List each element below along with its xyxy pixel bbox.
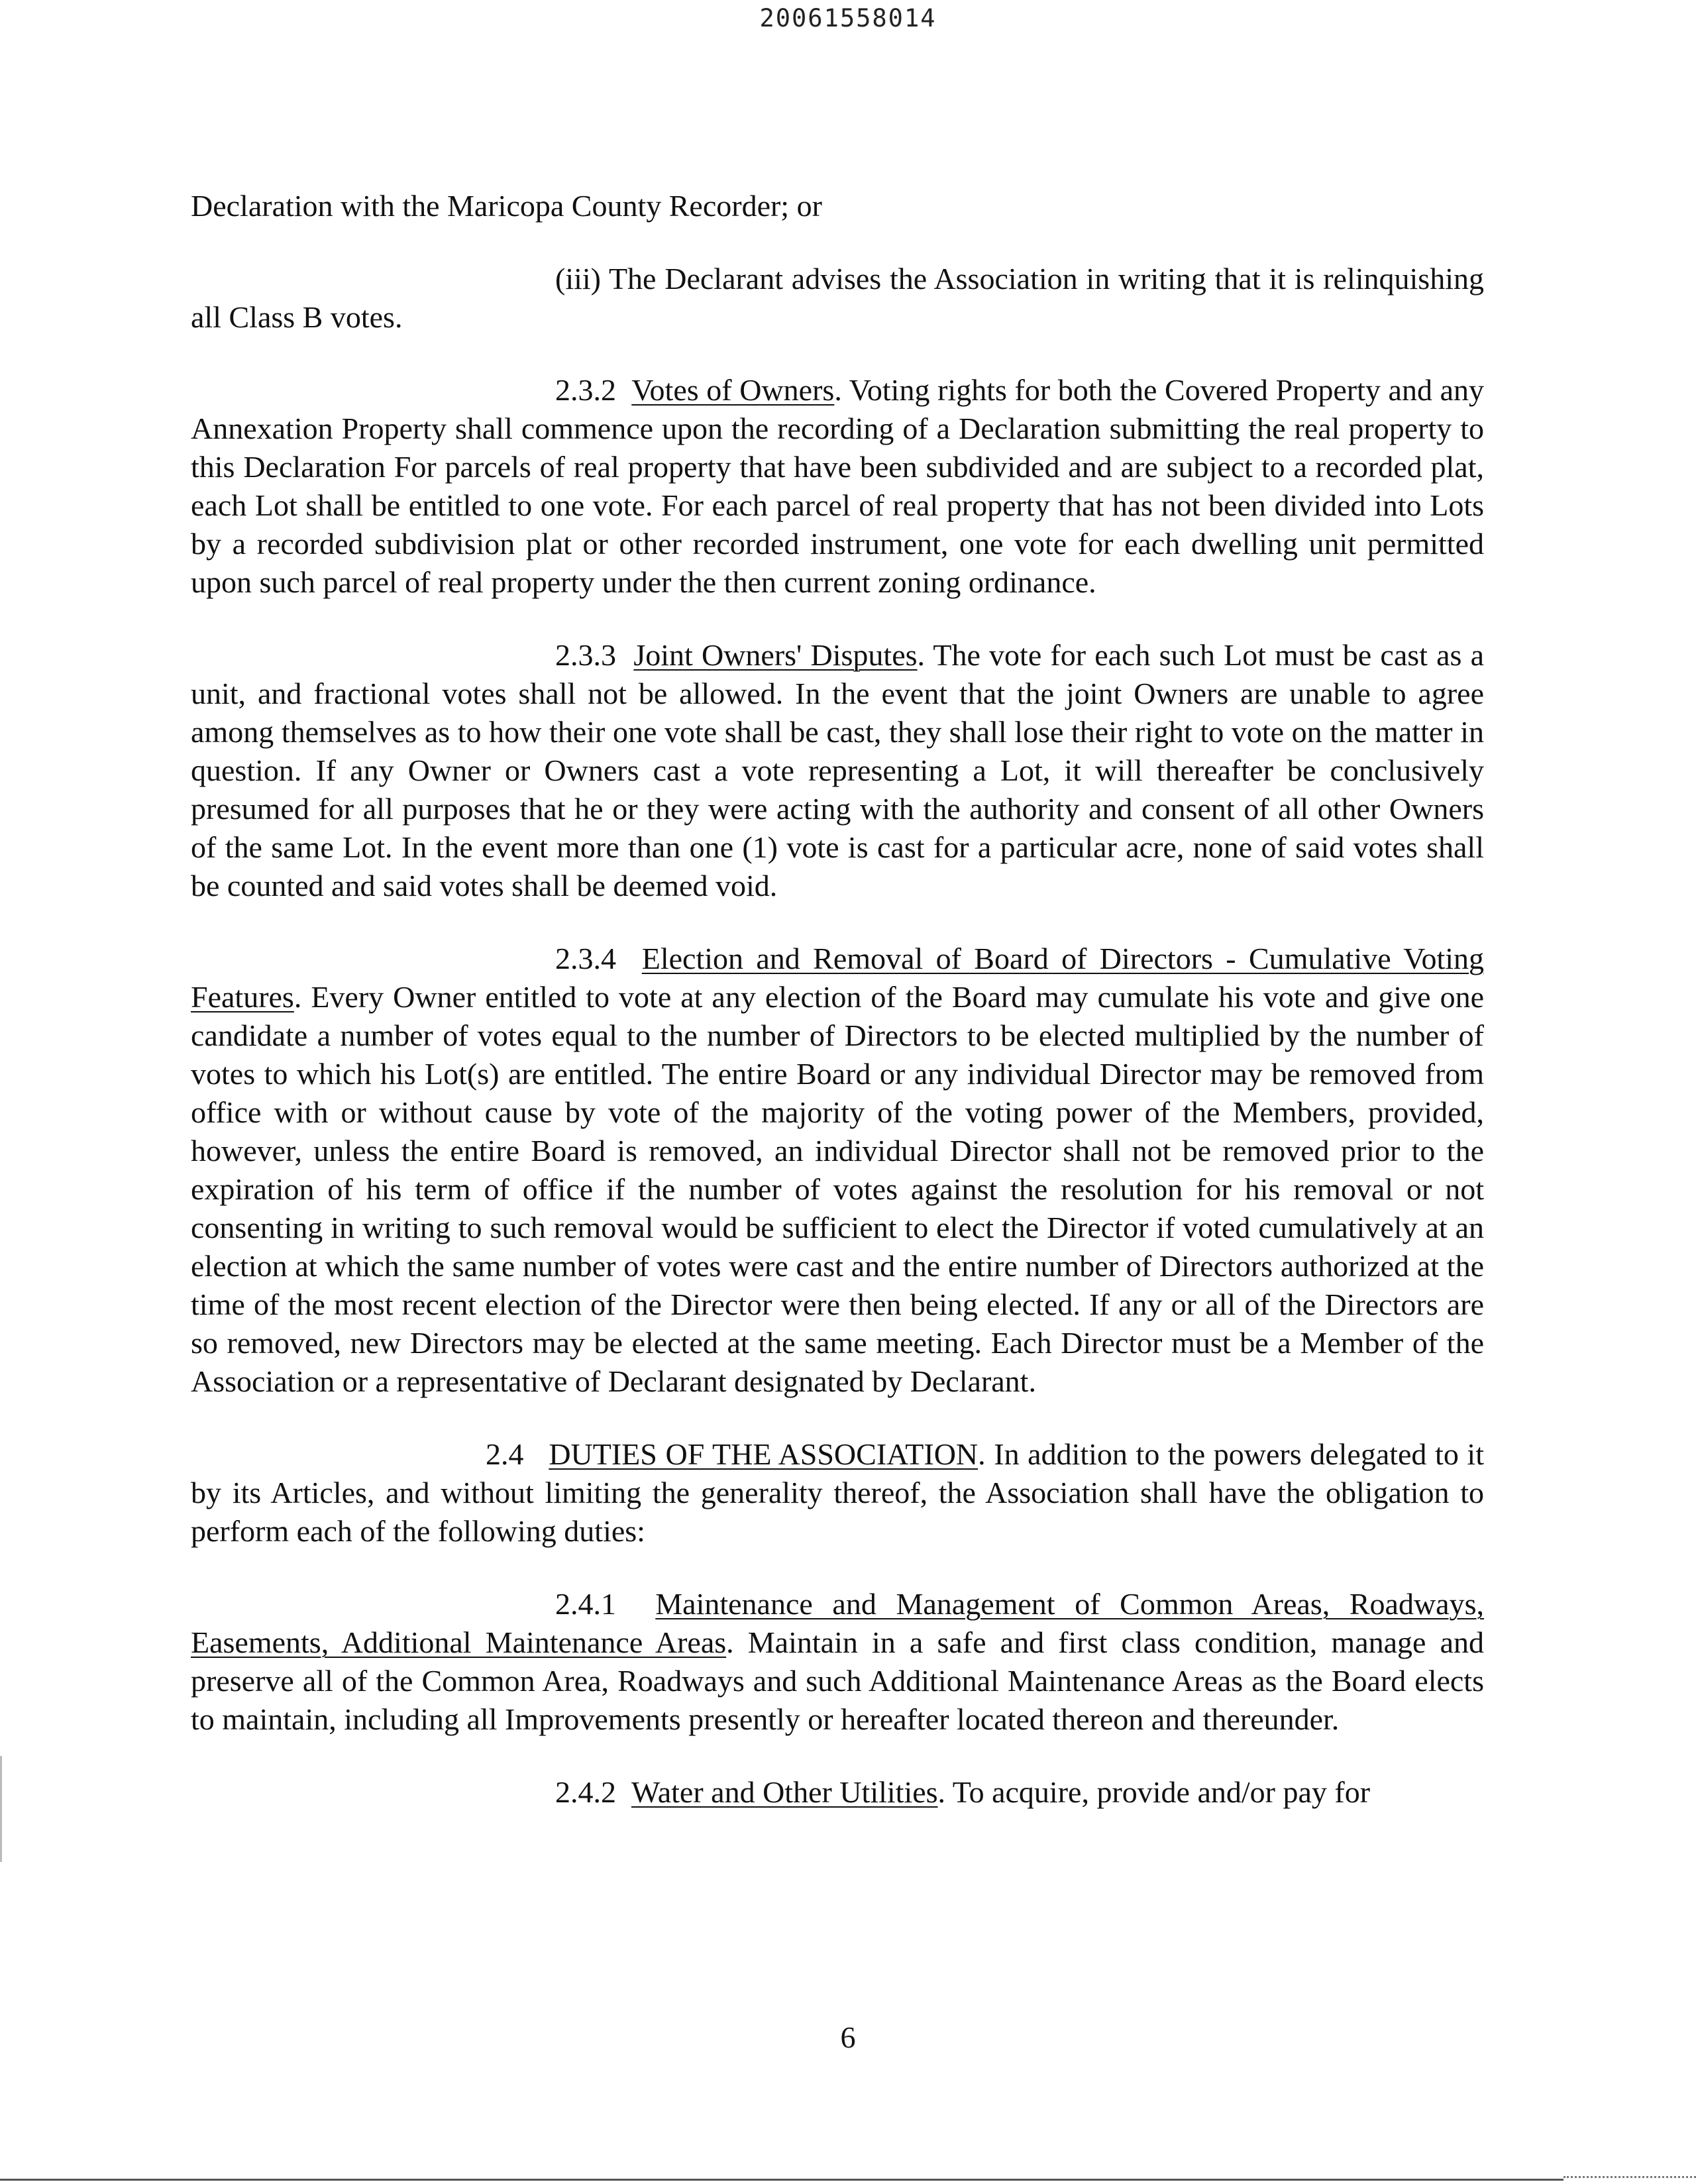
paragraph-class-b-votes [191,260,1484,337]
section-number: 2.3.2 [555,373,616,407]
section-text: . Voting rights for both the Covered Property and any Annexation Property shall commence upon the recording of a Declaration submitting the real property to this Declaration For parcels of real property that have been subdivided and are subject to a recorded plat, each Lot shall be entitled to one vote. For each parcel of real property that has not been divided into Lots by a recorded subdivision plat or other recorded instrument, one vote for each dwelling unit permitted upon such parcel of real property under the then current zoning ordinance. [191,373,1484,599]
section-text: . To acquire, provide and/or pay for [937,1775,1371,1809]
document-body [191,187,1484,1812]
section-text: . The vote for each such Lot must be cast as a unit, and fractional votes shall not be allowed. In the event that the joint Owners are unable to agree among themselves as to how their one vote shall be cast, they shall lose their right to vote on the matter in question. If any Owner or Owners cast a vote representing a Lot, it will thereafter be conclusively presumed for all purposes that he or they were acting with the authority and consent of all other Owners of the same Lot. In the event more than one (1) vote is cast for a particular acre, none of said votes shall be counted and said votes shall be deemed void. [191,638,1484,902]
section-title: Maintenance and Management of Common Areas, Roadways, Easements, Additional Maintenance Areas [191,1587,1485,1659]
section-2-3-2 [191,371,1484,602]
section-title: DUTIES OF THE ASSOCIATION [549,1437,979,1471]
paragraph-text: Declaration with the Maricopa County Recorder; or [191,189,822,223]
section-number: 2.3.3 [555,638,616,672]
section-title: Election and Removal of Board of Directors - Cumulative Voting Features [191,942,1485,1014]
paragraph-text: The Declarant advises the Association in writing that it is relinquishing all Class B votes. [191,262,1484,334]
section-text: . Every Owner entitled to vote at any election of the Board may cumulate his vote and give one candidate a number of votes equal to the number of Directors to be elected multiplied by the number of votes to which his Lot(s) are entitled. The entire Board or any individual Director may be removed from office with or without cause by vote of the majority of the voting power of the Members, provided, however, unless the entire Board is removed, an individual Director shall not be removed prior to the expiration of his term of office if the number of votes against the resolution for his removal or not consenting in writing to such removal would be sufficient to elect the Director if voted cumulatively at an election at which the same number of votes were cast and the entire number of Directors authorized at the time of the most recent election of the Director were then being elected. If any or all of the Directors are so removed, new Directors may be elected at the same meeting. Each Director must be a Member of the Association or a representative of Declarant designated by Declarant. [191,980,1484,1398]
section-text: . Maintain in a safe and first class condition, manage and preserve all of the Common Area, Roadways and such Additional Maintenance Areas as the Board elects to maintain, including all Improvements presently or hereafter located thereon and thereunder. [191,1625,1485,1736]
page-number: 6 [840,2020,856,2054]
paragraph-declaration-recorder [191,187,1484,225]
section-number: 2.3.4 [555,942,616,975]
section-title: Water and Other Utilities [631,1775,938,1809]
item-number-iii: (iii) [555,262,601,296]
section-text: . In addition to the powers delegated to it by its Articles, and without limiting the generality thereof, the Association shall have the obligation to perform each of the following duties: [191,1437,1484,1548]
scan-bottom-rule [0,2179,1564,2181]
section-title: Joint Owners' Disputes [633,638,918,672]
section-number: 2.4.1 [555,1587,616,1621]
section-title: Votes of Owners [631,373,835,407]
section-number: 2.4.2 [555,1775,616,1809]
section-2-3-4 [191,940,1484,1401]
recording-number: 20061558014 [759,4,937,32]
section-2-4-2 [191,1773,1484,1812]
scan-edge-mark [0,1756,2,1862]
section-2-3-3 [191,636,1484,905]
scan-bottom-dots [1564,2176,1696,2181]
section-number: 2.4 [486,1437,524,1471]
section-2-4-1 [191,1585,1484,1739]
section-2-4 [191,1435,1484,1551]
